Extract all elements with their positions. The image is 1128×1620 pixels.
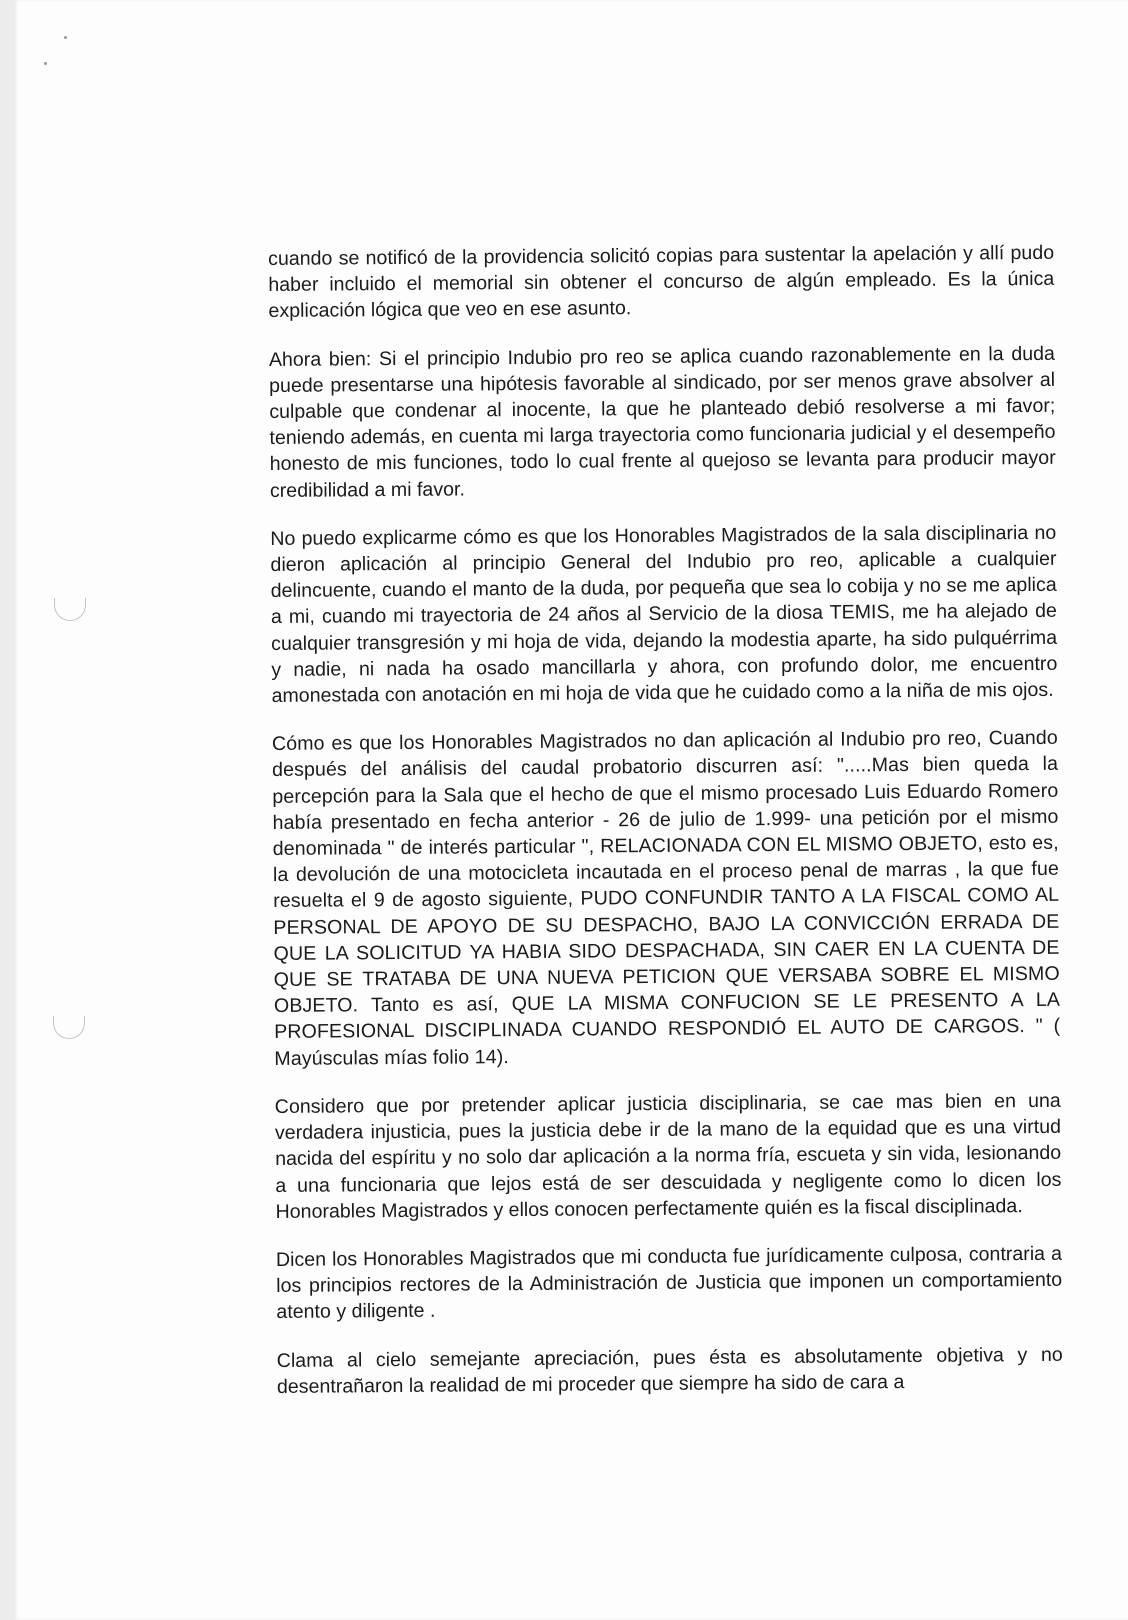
paragraph: cuando se notificó de la providencia solicitó copias para sustentar la apelación y allí pudo haber incluido el memorial sin obtener el concurso de algún empleado. Es la única explicación lógica que veo en ese asunto. [268,241,1055,323]
paragraph: Ahora bien: Si el principio Indubio pro reo se aplica cuando razonablemente en la duda puede presentarse una hipótesis favorable al sindicado, por ser menos grave absolver al culpable que condenar al inocente, la que he planteado debió resolverse a mi favor; teniendo además, en cuenta mi larga trayectoria como funcionaria judicial y el desempeño honesto de mis funciones, todo lo cual frente al quejoso se levanta para producir mayor credibilidad a mi favor. [268,342,1056,502]
paragraph: Dicen los Honorables Magistrados que mi conducta fue jurídicamente culposa, contraria a los principios rectores de la Administración de Justicia que imponen un comportamiento atento y diligente . [275,1242,1063,1324]
paragraph: Clama al cielo semejante apreciación, pues ésta es absolutamente objetiva y no desentrañaron la realidad de mi proceder que siempre ha sido de cara a [276,1343,1063,1398]
paragraph: No puedo explicarme cómo es que los Honorables Magistrados de la sala disciplinaria no dieron aplicación al principio General del Indubio pro reo, aplicable a cualquier delincuente, cuando el manto de la duda, por pequeña que sea lo cobija y no se me aplica a mi, cuando mi trayectoria de 24 años al Servicio de la diosa TEMIS, me ha alejado de cualquier transgresión y mi hoja de vida, dejando la modestia aparte, ha sido pulquérrima y nadie, ni nada ha osado mancillarla y ahora, con profundo dolor, me encuentro amonestada con anotación en mi hoja de vida que he cuidado como a la niña de mis ojos. [270,521,1058,708]
scanned-page [14,0,1128,1620]
punch-hole-lower [53,1016,85,1039]
punch-hole-upper [54,598,86,621]
paragraph: Considero que por pretender aplicar justicia disciplinaria, se cae mas bien en una verdadera injusticia, pues la justicia debe ir de la mano de la equidad que es una virtud nacida del espíritu y no solo dar aplicación a la norma fría, escueta y sin vida, lesionando a una funcionaria que lejos está de ser descuidada y negligente como lo dicen los Honorables Magistrados y ellos conocen perfectamente quién es la fiscal disciplinada. [274,1089,1062,1223]
paragraph-quote: Cómo es que los Honorables Magistrados no dan aplicación al Indubio pro reo, Cuando después del análisis del caudal probatorio discurren así: ".....Mas bien queda la percepción para la Sala que el hecho de que el mismo procesado Luis Eduardo Romero había presentado en fecha anterior - 26 de julio de 1.999- una petición por el mismo denominada " de interés particular ", RELACIONADA CON EL MISMO OBJETO, esto es, la devolución de una motocicleta incautada en el proceso penal de marras , la que fue resuelta el 9 de agosto siguiente, PUDO CONFUNDIR TANTO A LA FISCAL COMO AL PERSONAL DE APOYO DE SU DESPACHO, BAJO LA CONVICCIÓN ERRADA DE QUE LA SOLICITUD YA HABIA SIDO DESPACHADA, SIN CAER EN LA CUENTA DE QUE SE TRATABA DE UNA NUEVA PETICION QUE VERSABA SOBRE EL MISMO OBJETO. Tanto es así, QUE LA MISMA CONFUCION SE LE PRESENTO A LA PROFESIONAL DISCIPLINADA CUANDO RESPONDIÓ EL AUTO DE CARGOS. " ( Mayúsculas mías folio 14). [271,727,1061,1070]
scan-speck [64,36,67,39]
document-body [268,240,1063,1421]
scan-speck [44,62,47,65]
